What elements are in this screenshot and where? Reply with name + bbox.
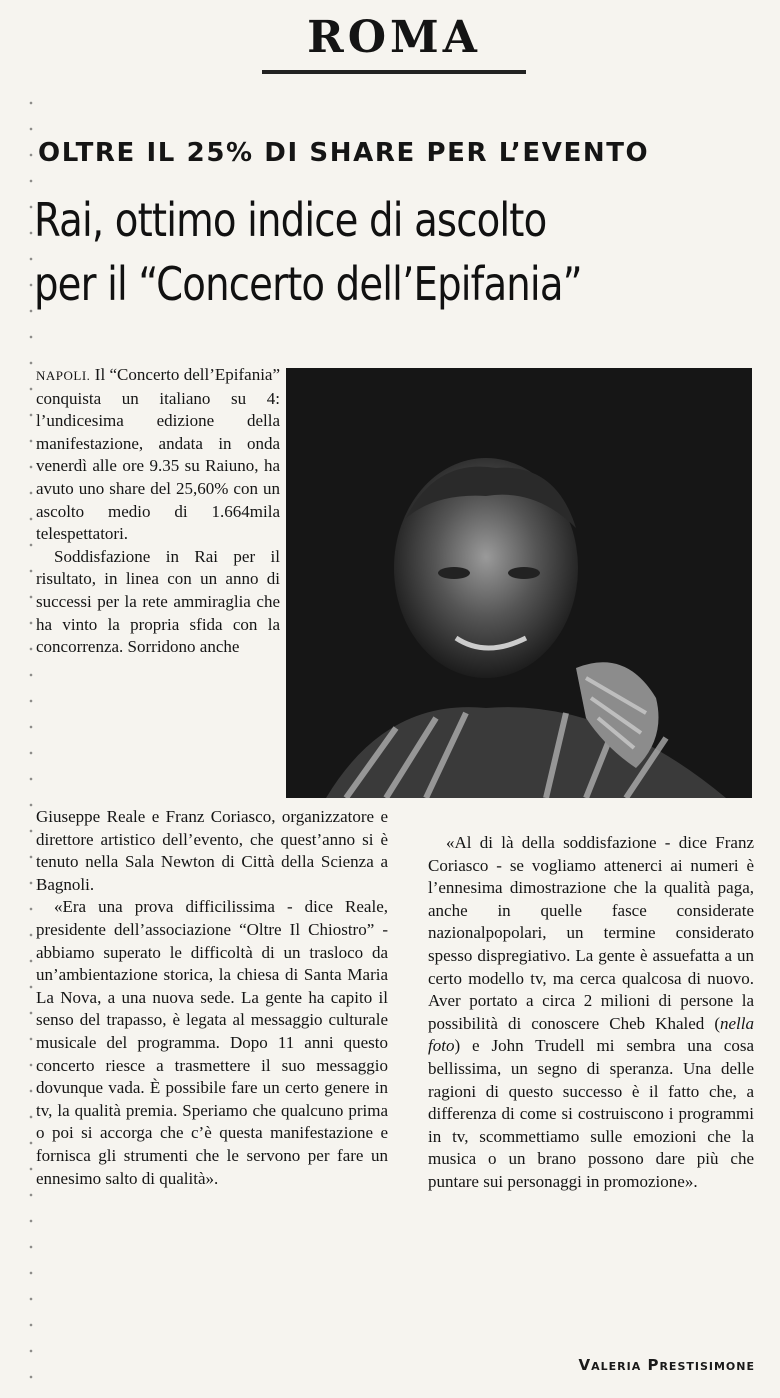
paragraph-text: Il “Concerto dell’Epifania” conquista un italiano su 4: l’undicesima edizione della manifestazione, andata in onda venerdì alle ore 9.35 su Raiuno, ha avuto uno share del 25,60% con un ascolto medio di 1.664mila telespettatori.	[36, 365, 281, 544]
kicker: OLTRE IL 25% DI SHARE PER L’EVENTO	[38, 138, 650, 168]
headline-line: per il “Concerto dell’Epifania”	[34, 257, 582, 311]
headline-line: Rai, ottimo indice di ascolto	[34, 193, 547, 247]
photo-illustration	[286, 368, 752, 798]
dateline: NAPOLI.	[36, 368, 91, 383]
paragraph-text: ) e John Trudell mi sembra una cosa bellissima, un segno di speranza. Una delle ragioni di questo successo è il fatto che, a differenza di come si costruiscono i programmi in tv, scommettiamo sulle emozioni che la musica o un brano possono dare più che puntare sui personaggi in promozione».	[428, 1036, 754, 1191]
paragraph: «Era una prova difficilissima - dice Reale, presidente dell’associazione “Oltre Il Chiostro” - abbiamo superato le difficoltà di un trasloco da un’ambientazione storica, la chiesa di Santa Maria La Nova, a una nuova sede. La gente ha capito il senso del trapasso, è legata al messaggio culturale musicale del programma. Dopo 11 anni questo concerto riesce a trasmettere il suo messaggio dovunque vada. È possibile fare un certo genere in tv, la qualità premia. Speriamo che qualcuno prima o poi si accorga che c’è questa manifestazione e fornisca gli strumenti che le servono per fare un ennesimo salto di qualità».	[36, 897, 388, 1188]
column-left-top	[36, 364, 280, 659]
headline	[34, 188, 656, 316]
masthead-rule	[262, 70, 526, 74]
paragraph: Giuseppe Reale e Franz Coriasco, organizzatore e direttore artistico dell’evento, che quest’anno si è tenuto nella Sala Newton di Città della Scienza a Bagnoli.	[36, 807, 388, 894]
column-right	[428, 832, 754, 1194]
photo-cheb-khaled	[286, 368, 752, 798]
paragraph	[36, 364, 280, 546]
masthead	[262, 14, 526, 74]
photo-reference: nella foto	[428, 1013, 754, 1056]
paragraph-text: «Al di là della soddisfazione - dice Franz Coriasco - se vogliamo attenerci ai numeri è l’ennesima dimostrazione che la qualità paga, anche in quelle fasce considerate nazionalpopolari, un termine considerato spesso dispregiativo. La gente è assuefatta a un certo modello tv, ma cerca qualcosa di nuovo. Aver portato a circa 2 milioni di persone la possibilità di conoscere Cheb Khaled (	[428, 833, 754, 1033]
paragraph: Soddisfazione in Rai per il risultato, in linea con un anno di successi per la rete ammiraglia che ha vinto la propria sfida con la concorrenza. Sorridono anche	[36, 546, 280, 657]
section-title: ROMA	[307, 12, 481, 63]
paragraph	[428, 832, 754, 1194]
byline: Valeria Prestisimone	[578, 1356, 755, 1374]
column-left-bottom	[36, 806, 388, 1190]
